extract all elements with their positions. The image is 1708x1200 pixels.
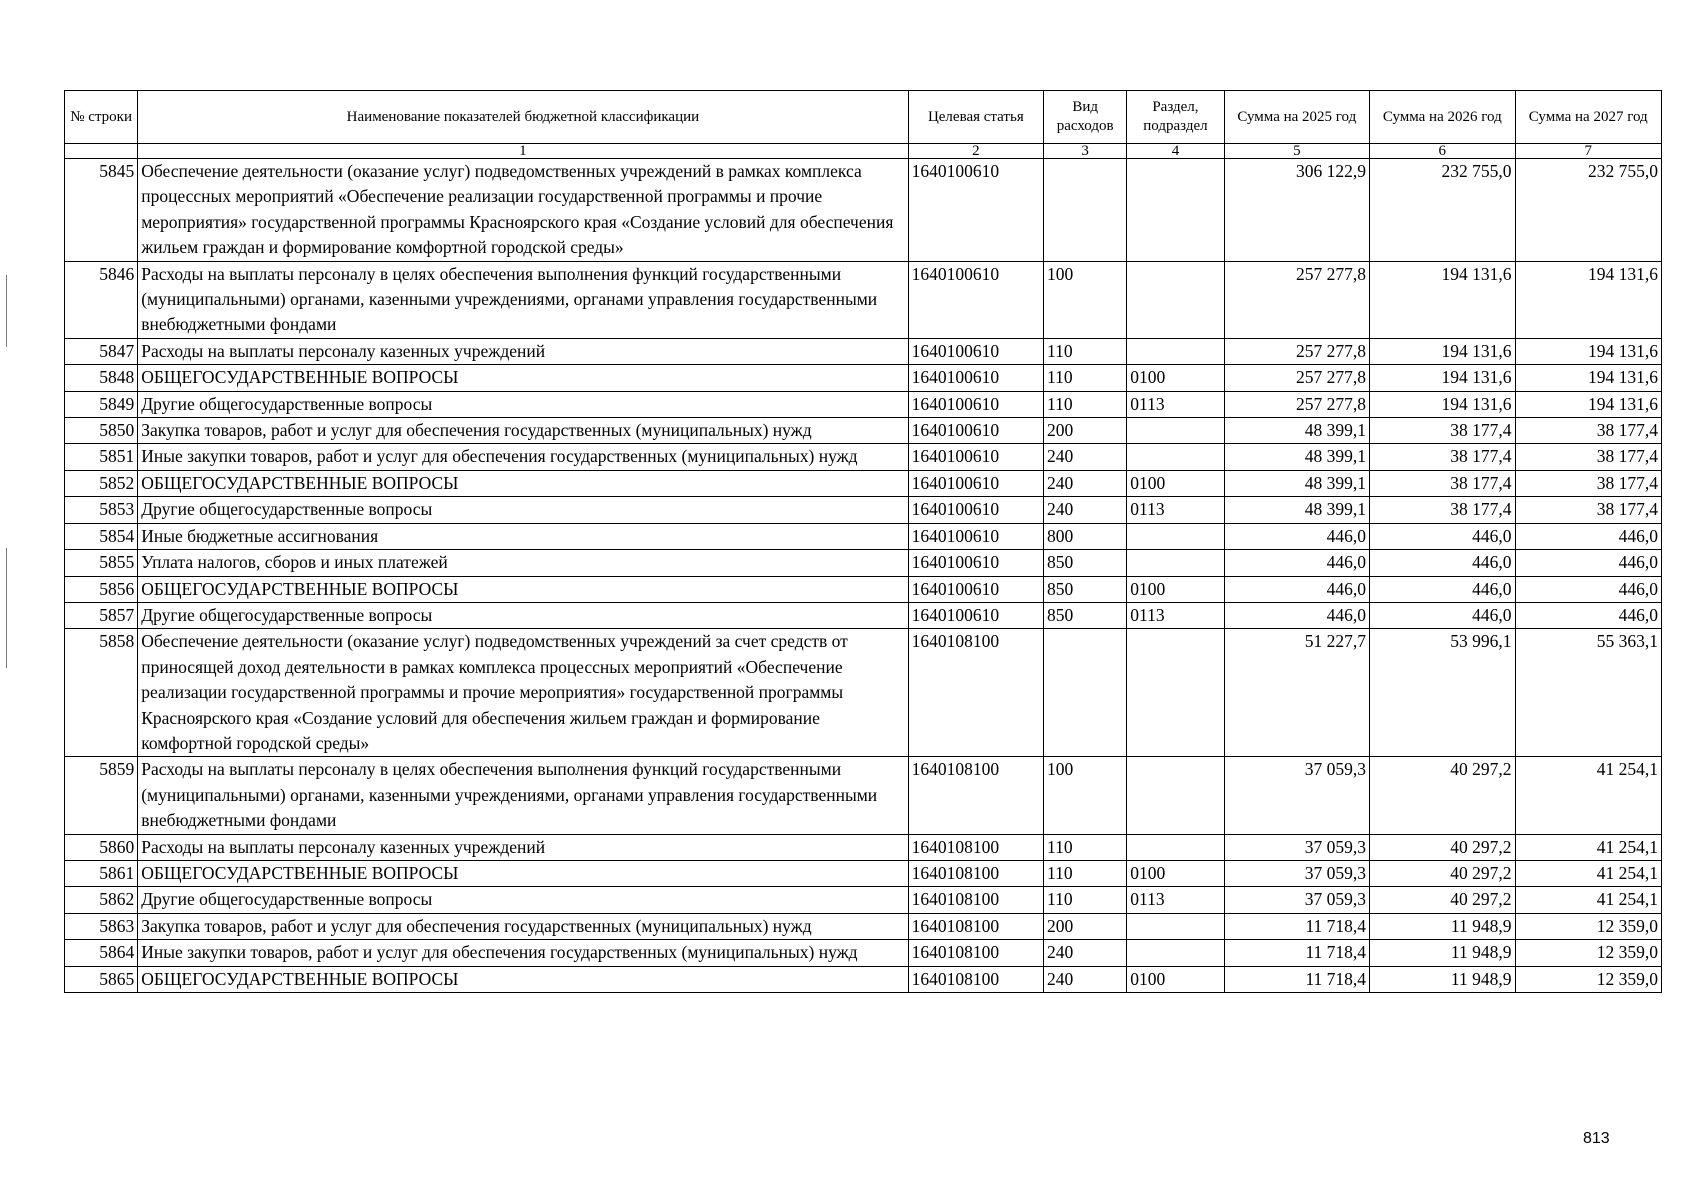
sum-2027: 194 131,6 bbox=[1515, 338, 1662, 364]
indicator-name: ОБЩЕГОСУДАРСТВЕННЫЕ ВОПРОСЫ bbox=[138, 966, 908, 992]
table-row bbox=[65, 418, 1662, 444]
row-number: 5846 bbox=[65, 261, 138, 338]
target-article: 1640108100 bbox=[908, 913, 1043, 939]
row-number: 5850 bbox=[65, 418, 138, 444]
sum-2026: 11 948,9 bbox=[1370, 913, 1515, 939]
sum-2025: 37 059,3 bbox=[1224, 860, 1369, 886]
scan-margin-line-bottom bbox=[6, 548, 7, 668]
sum-2027: 55 363,1 bbox=[1515, 629, 1662, 757]
column-number: 6 bbox=[1370, 144, 1515, 159]
section-code bbox=[1127, 523, 1224, 549]
indicator-name: Другие общегосударственные вопросы bbox=[138, 602, 908, 628]
indicator-name: Закупка товаров, работ и услуг для обеспечения государственных (муниципальных) нужд bbox=[138, 913, 908, 939]
sum-2026: 194 131,6 bbox=[1370, 365, 1515, 391]
table-row bbox=[65, 523, 1662, 549]
section-code bbox=[1127, 550, 1224, 576]
indicator-name: Расходы на выплаты персоналу казенных учреждений bbox=[138, 834, 908, 860]
sum-2027: 41 254,1 bbox=[1515, 887, 1662, 913]
target-article: 1640108100 bbox=[908, 940, 1043, 966]
row-number: 5856 bbox=[65, 576, 138, 602]
sum-2026: 232 755,0 bbox=[1370, 159, 1515, 262]
sum-2027: 38 177,4 bbox=[1515, 470, 1662, 496]
table-row bbox=[65, 834, 1662, 860]
expense-type: 850 bbox=[1044, 550, 1127, 576]
indicator-name: Другие общегосударственные вопросы bbox=[138, 391, 908, 417]
section-code: 0113 bbox=[1127, 887, 1224, 913]
sum-2026: 446,0 bbox=[1370, 523, 1515, 549]
section-code: 0113 bbox=[1127, 391, 1224, 417]
section-code: 0100 bbox=[1127, 470, 1224, 496]
sum-2025: 446,0 bbox=[1224, 550, 1369, 576]
sum-2025: 37 059,3 bbox=[1224, 834, 1369, 860]
header-sum-2026: Сумма на 2026 год bbox=[1370, 91, 1515, 144]
sum-2025: 446,0 bbox=[1224, 602, 1369, 628]
sum-2025: 51 227,7 bbox=[1224, 629, 1369, 757]
section-code bbox=[1127, 338, 1224, 364]
row-number: 5860 bbox=[65, 834, 138, 860]
table-row bbox=[65, 444, 1662, 470]
sum-2027: 232 755,0 bbox=[1515, 159, 1662, 262]
budget-table bbox=[64, 90, 1662, 993]
header-sum-2025: Сумма на 2025 год bbox=[1224, 91, 1369, 144]
indicator-name: Уплата налогов, сборов и иных платежей bbox=[138, 550, 908, 576]
indicator-name: Иные бюджетные ассигнования bbox=[138, 523, 908, 549]
header-sum-2027: Сумма на 2027 год bbox=[1515, 91, 1662, 144]
sum-2026: 11 948,9 bbox=[1370, 966, 1515, 992]
row-number: 5853 bbox=[65, 497, 138, 523]
sum-2027: 41 254,1 bbox=[1515, 860, 1662, 886]
column-number: 3 bbox=[1044, 144, 1127, 159]
sum-2026: 194 131,6 bbox=[1370, 261, 1515, 338]
indicator-name: ОБЩЕГОСУДАРСТВЕННЫЕ ВОПРОСЫ bbox=[138, 365, 908, 391]
section-code: 0100 bbox=[1127, 576, 1224, 602]
expense-type: 110 bbox=[1044, 887, 1127, 913]
table-row bbox=[65, 966, 1662, 992]
sum-2027: 12 359,0 bbox=[1515, 966, 1662, 992]
indicator-name: Обеспечение деятельности (оказание услуг) подведомственных учреждений в рамках комплекса процессных мероприятий «Обеспечение реализации государственной программы и прочие мероприятия» государственной программы Красноярского края «Создание условий для обеспечения жильем граждан и формирование комфортной городской среды» bbox=[138, 159, 908, 262]
sum-2026: 38 177,4 bbox=[1370, 418, 1515, 444]
sum-2025: 11 718,4 bbox=[1224, 913, 1369, 939]
indicator-name: Другие общегосударственные вопросы bbox=[138, 497, 908, 523]
expense-type: 110 bbox=[1044, 391, 1127, 417]
target-article: 1640108100 bbox=[908, 860, 1043, 886]
sum-2025: 446,0 bbox=[1224, 523, 1369, 549]
section-code bbox=[1127, 444, 1224, 470]
target-article: 1640108100 bbox=[908, 887, 1043, 913]
expense-type: 240 bbox=[1044, 940, 1127, 966]
expense-type bbox=[1044, 629, 1127, 757]
target-article: 1640108100 bbox=[908, 834, 1043, 860]
table-row bbox=[65, 470, 1662, 496]
column-number: 4 bbox=[1127, 144, 1224, 159]
table-row bbox=[65, 913, 1662, 939]
column-number: 7 bbox=[1515, 144, 1662, 159]
table-row bbox=[65, 261, 1662, 338]
section-code bbox=[1127, 159, 1224, 262]
indicator-name: Расходы на выплаты персоналу в целях обеспечения выполнения функций государственными (муниципальными) органами, казенными учреждениями, органами управления государственными внебюджетными фондами bbox=[138, 757, 908, 834]
section-code bbox=[1127, 757, 1224, 834]
page-number: 813 bbox=[1583, 1130, 1610, 1147]
sum-2027: 446,0 bbox=[1515, 550, 1662, 576]
indicator-name: Закупка товаров, работ и услуг для обеспечения государственных (муниципальных) нужд bbox=[138, 418, 908, 444]
expense-type: 850 bbox=[1044, 576, 1127, 602]
sum-2025: 48 399,1 bbox=[1224, 470, 1369, 496]
sum-2025: 48 399,1 bbox=[1224, 444, 1369, 470]
sum-2027: 38 177,4 bbox=[1515, 497, 1662, 523]
expense-type: 800 bbox=[1044, 523, 1127, 549]
target-article: 1640100610 bbox=[908, 576, 1043, 602]
row-number: 5864 bbox=[65, 940, 138, 966]
sum-2025: 257 277,8 bbox=[1224, 261, 1369, 338]
table-row bbox=[65, 940, 1662, 966]
sum-2027: 446,0 bbox=[1515, 602, 1662, 628]
expense-type: 240 bbox=[1044, 497, 1127, 523]
sum-2027: 38 177,4 bbox=[1515, 418, 1662, 444]
indicator-name: Расходы на выплаты персоналу в целях обеспечения выполнения функций государственными (муниципальными) органами, казенными учреждениями, органами управления государственными внебюджетными фондами bbox=[138, 261, 908, 338]
table-row bbox=[65, 159, 1662, 262]
sum-2027: 446,0 bbox=[1515, 576, 1662, 602]
table-row bbox=[65, 576, 1662, 602]
budget-document bbox=[64, 90, 1662, 993]
section-code bbox=[1127, 834, 1224, 860]
sum-2026: 38 177,4 bbox=[1370, 444, 1515, 470]
target-article: 1640100610 bbox=[908, 602, 1043, 628]
expense-type: 100 bbox=[1044, 757, 1127, 834]
indicator-name: Обеспечение деятельности (оказание услуг) подведомственных учреждений за счет средств от приносящей доход деятельности в рамках комплекса процессных мероприятий «Обеспечение реализации государственной программы и прочие мероприятия» государственной программы Красноярского края «Создание условий для обеспечения жильем граждан и формирование комфортной городской среды» bbox=[138, 629, 908, 757]
expense-type: 110 bbox=[1044, 860, 1127, 886]
table-row bbox=[65, 391, 1662, 417]
row-number: 5863 bbox=[65, 913, 138, 939]
sum-2025: 11 718,4 bbox=[1224, 940, 1369, 966]
sum-2026: 40 297,2 bbox=[1370, 757, 1515, 834]
sum-2025: 257 277,8 bbox=[1224, 391, 1369, 417]
table-row bbox=[65, 497, 1662, 523]
indicator-name: Иные закупки товаров, работ и услуг для обеспечения государственных (муниципальных) нужд bbox=[138, 444, 908, 470]
indicator-name: ОБЩЕГОСУДАРСТВЕННЫЕ ВОПРОСЫ bbox=[138, 860, 908, 886]
target-article: 1640100610 bbox=[908, 338, 1043, 364]
target-article: 1640100610 bbox=[908, 470, 1043, 496]
indicator-name: ОБЩЕГОСУДАРСТВЕННЫЕ ВОПРОСЫ bbox=[138, 470, 908, 496]
sum-2027: 41 254,1 bbox=[1515, 757, 1662, 834]
column-number: 1 bbox=[138, 144, 908, 159]
indicator-name: ОБЩЕГОСУДАРСТВЕННЫЕ ВОПРОСЫ bbox=[138, 576, 908, 602]
table-row bbox=[65, 602, 1662, 628]
table-row bbox=[65, 365, 1662, 391]
target-article: 1640100610 bbox=[908, 497, 1043, 523]
row-number: 5848 bbox=[65, 365, 138, 391]
sum-2026: 40 297,2 bbox=[1370, 860, 1515, 886]
sum-2026: 38 177,4 bbox=[1370, 470, 1515, 496]
row-number: 5849 bbox=[65, 391, 138, 417]
sum-2025: 446,0 bbox=[1224, 576, 1369, 602]
sum-2025: 257 277,8 bbox=[1224, 365, 1369, 391]
row-number: 5858 bbox=[65, 629, 138, 757]
sum-2027: 194 131,6 bbox=[1515, 391, 1662, 417]
sum-2026: 40 297,2 bbox=[1370, 887, 1515, 913]
target-article: 1640108100 bbox=[908, 757, 1043, 834]
row-number: 5862 bbox=[65, 887, 138, 913]
row-number: 5852 bbox=[65, 470, 138, 496]
expense-type: 110 bbox=[1044, 834, 1127, 860]
sum-2025: 306 122,9 bbox=[1224, 159, 1369, 262]
sum-2025: 48 399,1 bbox=[1224, 418, 1369, 444]
row-number: 5861 bbox=[65, 860, 138, 886]
row-number: 5851 bbox=[65, 444, 138, 470]
indicator-name: Другие общегосударственные вопросы bbox=[138, 887, 908, 913]
section-code bbox=[1127, 940, 1224, 966]
table-row bbox=[65, 550, 1662, 576]
indicator-name: Иные закупки товаров, работ и услуг для обеспечения государственных (муниципальных) нужд bbox=[138, 940, 908, 966]
sum-2027: 12 359,0 bbox=[1515, 940, 1662, 966]
section-code bbox=[1127, 261, 1224, 338]
sum-2027: 38 177,4 bbox=[1515, 444, 1662, 470]
header-row-number: № строки bbox=[65, 91, 138, 144]
section-code: 0100 bbox=[1127, 966, 1224, 992]
target-article: 1640100610 bbox=[908, 365, 1043, 391]
sum-2027: 194 131,6 bbox=[1515, 261, 1662, 338]
header-target-article: Целевая статья bbox=[908, 91, 1043, 144]
table-row bbox=[65, 757, 1662, 834]
row-number: 5857 bbox=[65, 602, 138, 628]
table-row bbox=[65, 887, 1662, 913]
target-article: 1640100610 bbox=[908, 550, 1043, 576]
header-indicator-name: Наименование показателей бюджетной классификации bbox=[138, 91, 908, 144]
expense-type: 240 bbox=[1044, 966, 1127, 992]
row-number: 5847 bbox=[65, 338, 138, 364]
target-article: 1640100610 bbox=[908, 391, 1043, 417]
table-row bbox=[65, 338, 1662, 364]
column-number: 5 bbox=[1224, 144, 1369, 159]
section-code bbox=[1127, 418, 1224, 444]
table-row bbox=[65, 860, 1662, 886]
expense-type: 110 bbox=[1044, 338, 1127, 364]
target-article: 1640100610 bbox=[908, 418, 1043, 444]
table-row bbox=[65, 629, 1662, 757]
section-code: 0113 bbox=[1127, 602, 1224, 628]
expense-type: 200 bbox=[1044, 913, 1127, 939]
sum-2027: 194 131,6 bbox=[1515, 365, 1662, 391]
sum-2026: 11 948,9 bbox=[1370, 940, 1515, 966]
sum-2025: 11 718,4 bbox=[1224, 966, 1369, 992]
section-code: 0100 bbox=[1127, 365, 1224, 391]
header-row bbox=[65, 91, 1662, 144]
indicator-name: Расходы на выплаты персоналу казенных учреждений bbox=[138, 338, 908, 364]
expense-type: 850 bbox=[1044, 602, 1127, 628]
table-body bbox=[65, 159, 1662, 993]
row-number: 5854 bbox=[65, 523, 138, 549]
header-section: Раздел, подраздел bbox=[1127, 91, 1224, 144]
target-article: 1640108100 bbox=[908, 629, 1043, 757]
section-code: 0113 bbox=[1127, 497, 1224, 523]
scan-margin-line-top bbox=[6, 275, 7, 347]
sum-2025: 257 277,8 bbox=[1224, 338, 1369, 364]
sum-2026: 40 297,2 bbox=[1370, 834, 1515, 860]
sum-2026: 446,0 bbox=[1370, 576, 1515, 602]
sum-2026: 446,0 bbox=[1370, 550, 1515, 576]
column-number-row bbox=[65, 144, 1662, 159]
section-code: 0100 bbox=[1127, 860, 1224, 886]
target-article: 1640100610 bbox=[908, 444, 1043, 470]
sum-2027: 12 359,0 bbox=[1515, 913, 1662, 939]
expense-type: 200 bbox=[1044, 418, 1127, 444]
section-code bbox=[1127, 629, 1224, 757]
expense-type: 240 bbox=[1044, 444, 1127, 470]
expense-type bbox=[1044, 159, 1127, 262]
expense-type: 110 bbox=[1044, 365, 1127, 391]
target-article: 1640100610 bbox=[908, 523, 1043, 549]
target-article: 1640100610 bbox=[908, 261, 1043, 338]
row-number: 5845 bbox=[65, 159, 138, 262]
column-number bbox=[65, 144, 138, 159]
sum-2026: 194 131,6 bbox=[1370, 391, 1515, 417]
sum-2027: 446,0 bbox=[1515, 523, 1662, 549]
sum-2026: 53 996,1 bbox=[1370, 629, 1515, 757]
header-expense-type: Вид расходов bbox=[1044, 91, 1127, 144]
expense-type: 240 bbox=[1044, 470, 1127, 496]
sum-2026: 194 131,6 bbox=[1370, 338, 1515, 364]
row-number: 5855 bbox=[65, 550, 138, 576]
target-article: 1640108100 bbox=[908, 966, 1043, 992]
target-article: 1640100610 bbox=[908, 159, 1043, 262]
row-number: 5865 bbox=[65, 966, 138, 992]
sum-2026: 38 177,4 bbox=[1370, 497, 1515, 523]
sum-2025: 37 059,3 bbox=[1224, 757, 1369, 834]
expense-type: 100 bbox=[1044, 261, 1127, 338]
row-number: 5859 bbox=[65, 757, 138, 834]
sum-2025: 37 059,3 bbox=[1224, 887, 1369, 913]
column-number: 2 bbox=[908, 144, 1043, 159]
sum-2027: 41 254,1 bbox=[1515, 834, 1662, 860]
sum-2026: 446,0 bbox=[1370, 602, 1515, 628]
sum-2025: 48 399,1 bbox=[1224, 497, 1369, 523]
section-code bbox=[1127, 913, 1224, 939]
